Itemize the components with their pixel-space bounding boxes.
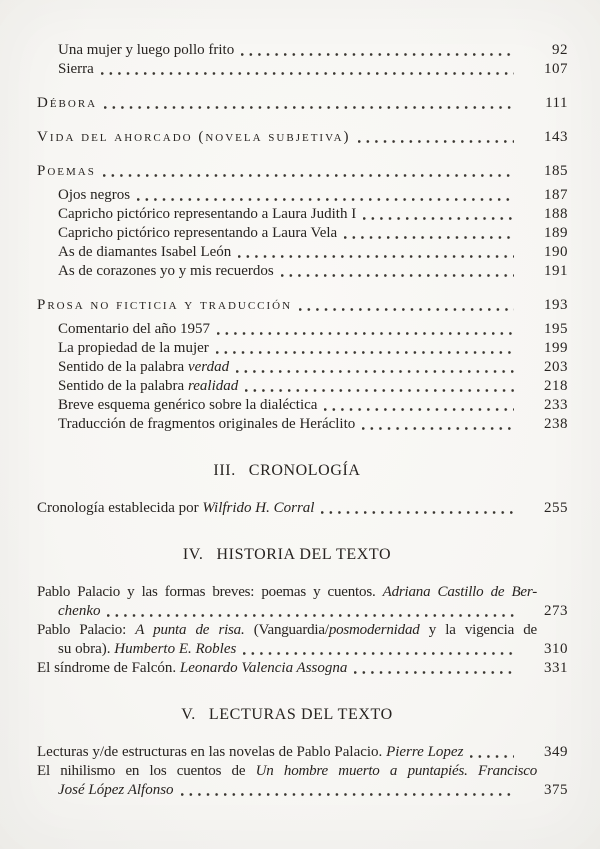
entry-title: [37, 128, 351, 147]
dot-leader: [103, 162, 514, 181]
entry-title: [58, 41, 234, 60]
toc-entry-line: [37, 415, 568, 434]
entry-title: [37, 499, 314, 518]
italic-text: Wilfrido H. Corral: [202, 500, 315, 516]
dot-leader: [321, 499, 514, 518]
entry-title: [58, 602, 100, 621]
toc-entry-line: [37, 262, 568, 281]
plain-text: Breve esquema genérico sobre la dialéctica: [58, 397, 318, 413]
italic-text: José López Alfonso: [58, 782, 174, 798]
toc-entry-wrap-line: [37, 621, 568, 640]
dot-leader: [241, 41, 514, 60]
toc-entry-line: [37, 743, 568, 762]
entry-title: [37, 296, 292, 315]
toc-group: [37, 128, 568, 147]
section-number: IV.: [182, 546, 204, 563]
toc-entry-line: [37, 320, 568, 339]
plain-text: Ojos negros: [58, 187, 131, 203]
plain-text: Comentario del año 1957: [58, 321, 211, 337]
entry-title: [37, 743, 463, 762]
toc-group: [37, 296, 568, 434]
toc-entry: [37, 60, 568, 79]
italic-text: Pierre Lopez: [386, 744, 464, 760]
page-number: 191: [544, 263, 568, 279]
plain-text: Capricho pictórico representando a Laura Judith I: [58, 206, 357, 222]
italic-text: Humberto E. Robles: [114, 641, 237, 657]
page-number: 189: [544, 225, 568, 241]
page-number: 195: [544, 321, 568, 337]
entry-title: [37, 659, 347, 678]
plain-text: Sierra: [58, 61, 94, 77]
plain-text: Traducción de fragmentos originales de Heráclito: [58, 416, 356, 432]
toc-entry-line: [37, 339, 568, 358]
page-number: 111: [545, 95, 568, 111]
section-heading: [37, 544, 568, 565]
dot-leader: [104, 94, 514, 113]
toc-entry-line: [37, 186, 568, 205]
entry-title: [58, 320, 210, 339]
page-number: 218: [544, 378, 568, 394]
entry-title: [58, 358, 229, 377]
toc-entry-line: [37, 296, 568, 315]
page-number: 203: [544, 359, 568, 375]
page-number: 193: [544, 297, 568, 313]
plain-text: Capricho pictórico representando a Laura Vela: [58, 225, 338, 241]
page-number: 199: [544, 340, 568, 356]
page-number: 233: [544, 397, 568, 413]
toc-entry: [37, 377, 568, 396]
toc-entry-line: [37, 243, 568, 262]
italic-text: chenko: [58, 603, 101, 619]
entry-title: [37, 94, 97, 113]
section-number: V.: [181, 706, 196, 723]
entry-title: [58, 243, 231, 262]
section-number: III.: [213, 462, 236, 479]
plain-text: (Vanguardia/: [244, 622, 329, 638]
toc-entry-wrap-line: [37, 762, 568, 781]
plain-text: su obra).: [58, 641, 115, 657]
toc-entry: [37, 583, 568, 621]
toc-entry: [37, 162, 568, 181]
dot-leader: [362, 415, 514, 434]
page-number: 188: [544, 206, 568, 222]
italic-text: Leonardo Valencia Assogna: [179, 660, 348, 676]
italic-text: realidad: [187, 378, 239, 394]
page-number: 185: [544, 163, 568, 179]
dot-leader: [299, 296, 514, 315]
section-title: LECTURAS DEL TEXTO: [208, 706, 393, 723]
plain-text: As de diamantes Isabel León: [58, 244, 232, 260]
entry-title: [58, 781, 174, 800]
dot-leader: [217, 320, 514, 339]
toc-entry: [37, 186, 568, 205]
toc-entry: [37, 296, 568, 315]
page-number: 190: [544, 244, 568, 260]
entry-title: [58, 224, 337, 243]
toc-entry: [37, 205, 568, 224]
plain-text: Cronología establecida por: [37, 500, 203, 516]
toc-entry: [37, 320, 568, 339]
entry-title: [58, 60, 94, 79]
entry-title: [58, 396, 317, 415]
plain-text: El síndrome de Falcón.: [37, 660, 180, 676]
toc-entry: [37, 621, 568, 659]
toc-entry: [37, 94, 568, 113]
toc-entry-line: [37, 224, 568, 243]
plain-text: Sentido de la palabra: [58, 378, 188, 394]
toc-entry-line: [37, 60, 568, 79]
plain-text: Sentido de la palabra: [58, 359, 188, 375]
toc-entry-line: [37, 94, 568, 113]
dot-leader: [236, 358, 514, 377]
italic-text: posmodernidad: [328, 622, 420, 638]
table-of-contents: [37, 41, 568, 815]
dot-leader: [354, 659, 514, 678]
page-number: 255: [544, 500, 568, 516]
dot-leader: [470, 743, 514, 762]
plain-text: Prosa no ficticia y traducción: [37, 297, 293, 313]
plain-text: Lecturas y/de estructuras en las novelas de Pablo Palacio.: [37, 744, 387, 760]
toc-group: [37, 94, 568, 113]
toc-entry: [37, 762, 568, 800]
plain-text: y la vigencia de: [419, 622, 537, 638]
page-number: 331: [544, 660, 568, 676]
toc-entry-line: [37, 602, 568, 621]
page-number: 238: [544, 416, 568, 432]
plain-text: Vida del ahorcado (novela subjetiva): [37, 129, 351, 145]
dot-leader: [107, 602, 514, 621]
toc-entry: [37, 499, 568, 518]
dot-leader: [101, 60, 514, 79]
toc-entry: [37, 243, 568, 262]
toc-group: [37, 499, 568, 518]
toc-entry: [37, 743, 568, 762]
entry-title: [58, 205, 356, 224]
plain-text: Pablo Palacio y las formas breves: poemas y cuentos.: [37, 584, 383, 600]
toc-entry-line: [37, 499, 568, 518]
plain-text: Poemas: [37, 163, 96, 179]
toc-group: [37, 41, 568, 79]
page-number: 375: [544, 782, 568, 798]
italic-text: verdad: [187, 359, 230, 375]
entry-title: [58, 640, 236, 659]
toc-entry: [37, 41, 568, 60]
toc-entry-wrap-line: [37, 583, 568, 602]
dot-leader: [181, 781, 514, 800]
toc-entry-line: [37, 659, 568, 678]
toc-entry: [37, 262, 568, 281]
section-heading: [37, 460, 568, 481]
toc-entry-line: [37, 128, 568, 147]
toc-entry: [37, 659, 568, 678]
toc-group: [37, 743, 568, 800]
plain-text: As de corazones yo y mis recuerdos: [58, 263, 274, 279]
entry-title: [58, 262, 274, 281]
toc-group: [37, 583, 568, 678]
dot-leader: [358, 128, 514, 147]
toc-entry: [37, 128, 568, 147]
page-number: 310: [544, 641, 568, 657]
italic-text: A punta de risa.: [135, 622, 245, 638]
page-number: 92: [552, 42, 568, 58]
plain-text: El nihilismo en los cuentos de: [37, 763, 256, 779]
dot-leader: [137, 186, 514, 205]
toc-entry: [37, 415, 568, 434]
toc-entry-line: [37, 640, 568, 659]
toc-entry-line: [37, 377, 568, 396]
dot-leader: [245, 377, 514, 396]
section-title: HISTORIA DEL TEXTO: [216, 546, 392, 563]
dot-leader: [216, 339, 514, 358]
toc-entry: [37, 224, 568, 243]
dot-leader: [363, 205, 514, 224]
toc-entry-line: [37, 205, 568, 224]
dot-leader: [281, 262, 514, 281]
page-number: 187: [544, 187, 568, 203]
plain-text: Una mujer y luego pollo frito: [58, 42, 235, 58]
plain-text: La propiedad de la mujer: [58, 340, 209, 356]
italic-text: Adriana Castillo de Ber-: [382, 584, 537, 600]
section-heading: [37, 704, 568, 725]
toc-entry: [37, 339, 568, 358]
entry-title: [37, 162, 96, 181]
section-title: CRONOLOGÍA: [248, 462, 361, 479]
page-number: 143: [544, 129, 568, 145]
page-number: 349: [544, 744, 568, 760]
plain-text: Pablo Palacio:: [37, 622, 136, 638]
toc-entry-line: [37, 41, 568, 60]
entry-title: [58, 377, 238, 396]
page-number: 273: [544, 603, 568, 619]
entry-title: [58, 339, 209, 358]
dot-leader: [238, 243, 514, 262]
entry-title: [58, 415, 355, 434]
toc-group: [37, 162, 568, 281]
dot-leader: [344, 224, 514, 243]
plain-text: Débora: [37, 95, 98, 111]
toc-entry-line: [37, 358, 568, 377]
toc-entry: [37, 396, 568, 415]
entry-title: [58, 186, 130, 205]
dot-leader: [243, 640, 514, 659]
toc-entry: [37, 358, 568, 377]
toc-entry-line: [37, 781, 568, 800]
toc-entry-line: [37, 396, 568, 415]
italic-text: Un hombre muerto a puntapiés. Francisco: [255, 763, 537, 779]
page-number: 107: [544, 61, 568, 77]
toc-entry-line: [37, 162, 568, 181]
dot-leader: [324, 396, 514, 415]
